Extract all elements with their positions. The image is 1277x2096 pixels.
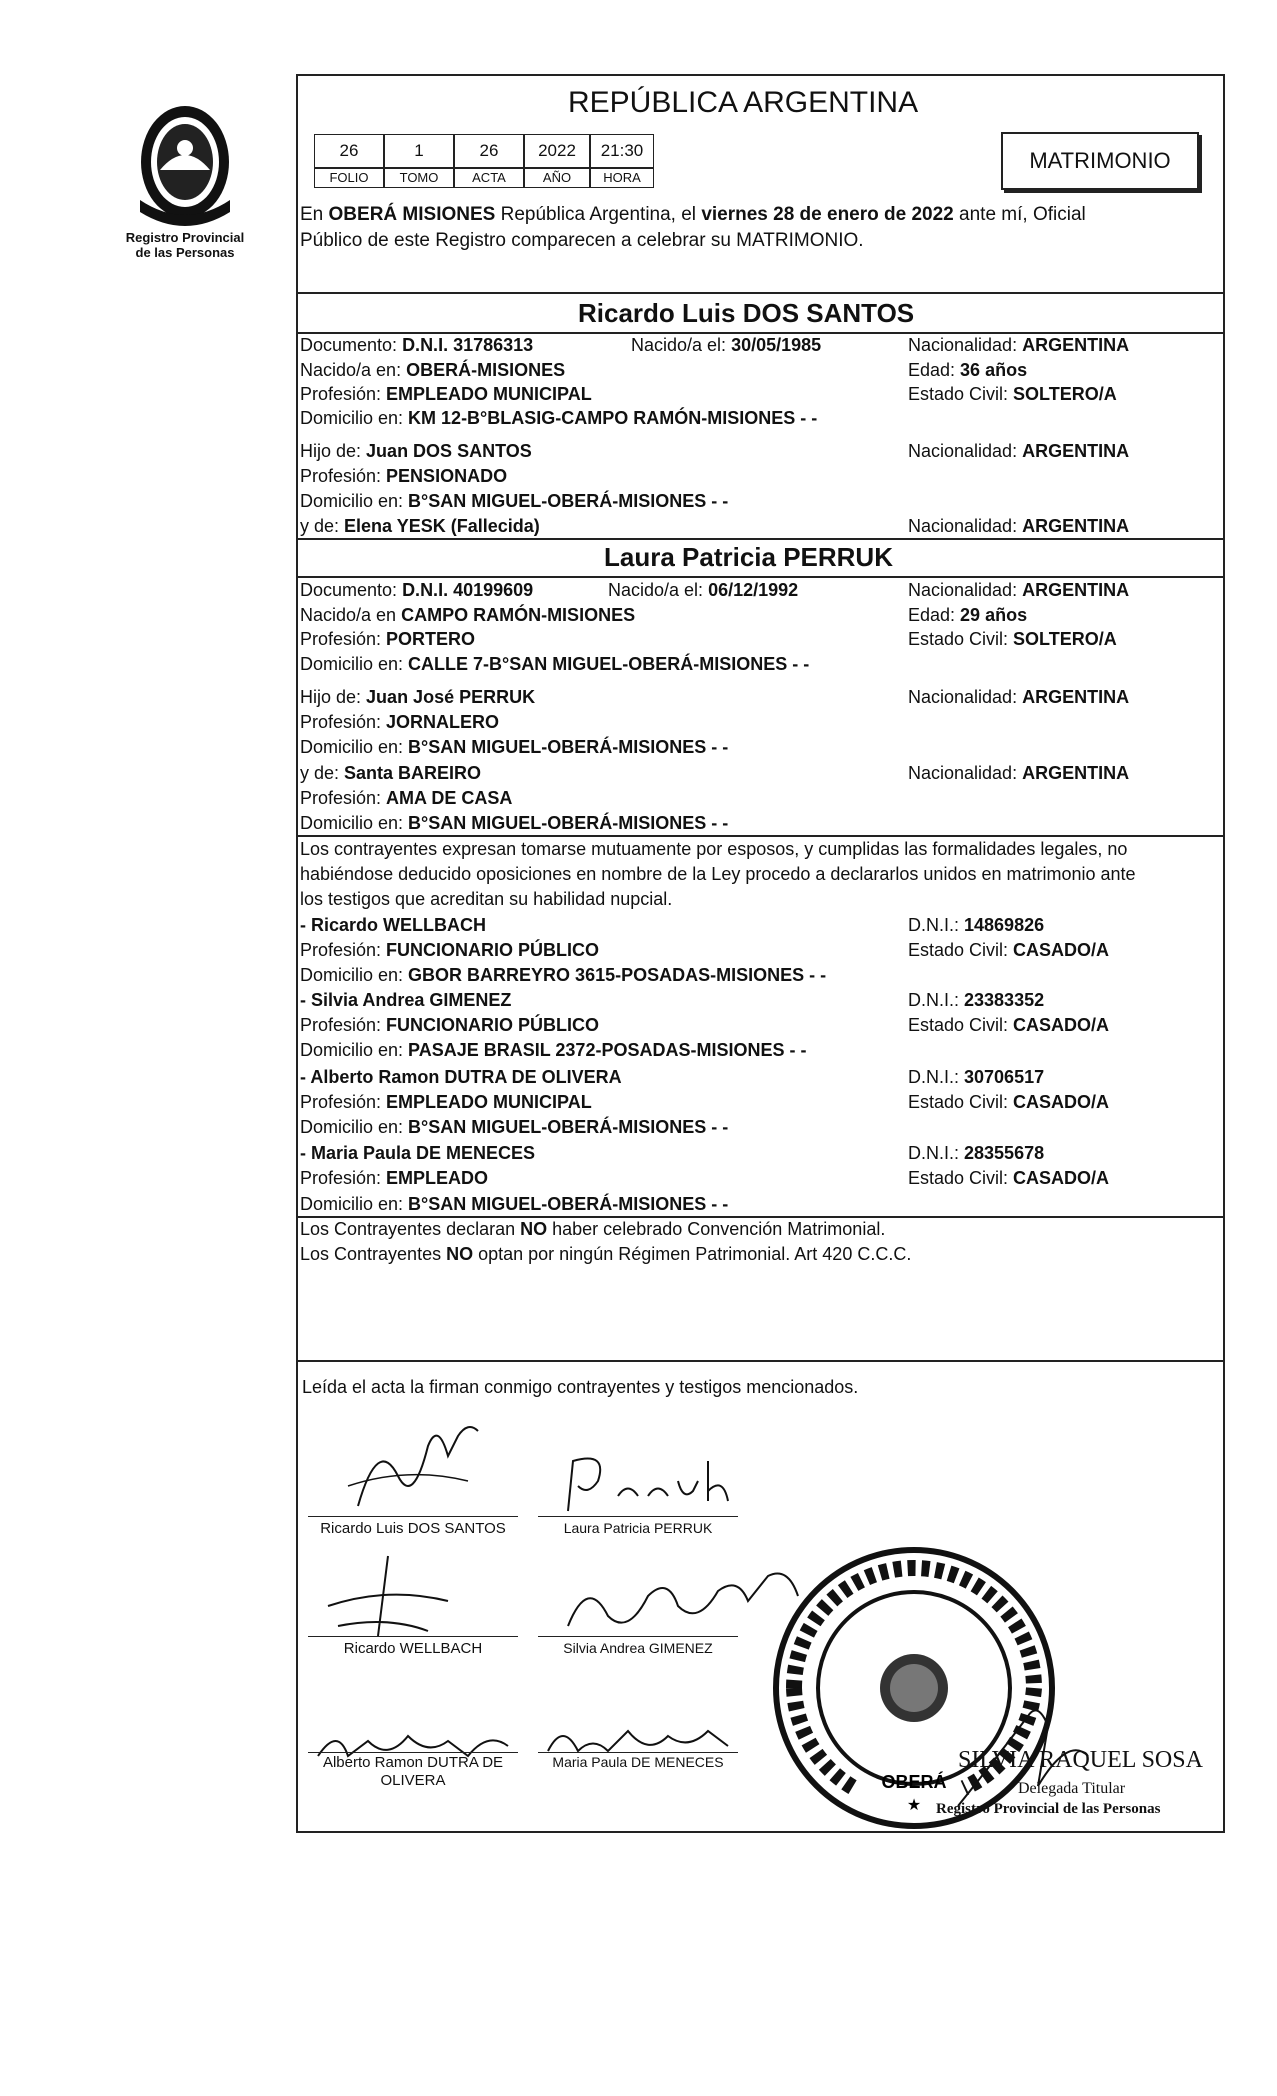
signature-label-witness4: Maria Paula DE MENECES (552, 1754, 724, 1770)
signature-line-witness3 (308, 1752, 518, 1753)
bride-age: Edad: 29 años (908, 605, 1028, 625)
groom-birthplace: Nacido/a en: OBERÁ-MISIONES (300, 360, 566, 380)
officer-name: SILVIA RAQUEL SOSA (958, 1747, 1203, 1773)
witness-2-dni: D.N.I.: 23383352 (908, 990, 1045, 1010)
groom-father-profession: Profesión: PENSIONADO (300, 466, 508, 486)
officer-registry: Registro Provincial de las Personas (936, 1801, 1161, 1817)
witness-1-profession: Profesión: FUNCIONARIO PÚBLICO (300, 940, 600, 960)
svg-text:★: ★ (906, 1797, 922, 1814)
intro-place: OBERÁ MISIONES (328, 204, 496, 225)
record-type: MATRIMONIO (1029, 148, 1171, 173)
groom-profession: Profesión: EMPLEADO MUNICIPAL (300, 384, 592, 404)
registry-logo (110, 100, 260, 260)
bride-birthplace: Nacido/a en CAMPO RAMÓN-MISIONES (300, 605, 636, 625)
ano-label: AÑO (524, 168, 590, 188)
signature-label-witness2: Silvia Andrea GIMENEZ (563, 1640, 713, 1656)
bride-father-profession: Profesión: JORNALERO (300, 712, 500, 732)
signature-witness1-icon (308, 1546, 468, 1646)
tomo-label: TOMO (384, 168, 454, 188)
folio-label: FOLIO (314, 168, 384, 188)
witness-3-dni: D.N.I.: 30706517 (908, 1067, 1045, 1087)
acta-value: 26 (454, 134, 524, 168)
groom-address: Domicilio en: KM 12-B°BLASIG-CAMPO RAMÓN-MISIONES - - (300, 408, 818, 428)
officer-title: Delegada Titular (1018, 1780, 1126, 1797)
bride-civil-status: Estado Civil: SOLTERO/A (908, 629, 1117, 649)
declaration-line-1: Los contrayentes expresan tomarse mutuamente por esposos, y cumplidas las formalidades legales, no (300, 839, 1128, 859)
witness-2-profession: Profesión: FUNCIONARIO PÚBLICO (300, 1015, 600, 1035)
witness-4-dni: D.N.I.: 28355678 (908, 1143, 1045, 1163)
signature-line-witness2 (538, 1636, 738, 1637)
declaration-line-3: los testigos que acreditan su habilidad nupcial. (300, 889, 673, 909)
witness-4-profession: Profesión: EMPLEADO (300, 1168, 489, 1188)
signature-label-witness1: Ricardo WELLBACH (343, 1640, 483, 1657)
signature-label-witness3-1: Alberto Ramon DUTRA DE (322, 1754, 504, 1771)
signature-label-witness3-2: OLIVERA (380, 1772, 446, 1789)
registry-label-1: Registro Provincial (125, 230, 245, 245)
witness-2-civil: Estado Civil: CASADO/A (908, 1015, 1110, 1035)
hora-value: 21:30 (590, 134, 654, 168)
signature-label-groom: Ricardo Luis DOS SANTOS (320, 1520, 506, 1537)
groom-father-address: Domicilio en: B°SAN MIGUEL-OBERÁ-MISIONES - - (300, 491, 729, 511)
signature-line-witness4 (538, 1752, 738, 1753)
bride-born: Nacido/a el: 06/12/1992 (608, 580, 799, 600)
signature-line-bride (538, 1516, 738, 1517)
signature-bride-icon (548, 1451, 748, 1521)
groom-father-nationality: Nacionalidad: ARGENTINA (908, 441, 1130, 461)
intro-p3: ante mí, Oficial (953, 204, 1086, 225)
tomo-value: 1 (384, 134, 454, 168)
registry-label-2: de las Personas (135, 245, 235, 260)
groom-mother-nationality: Nacionalidad: ARGENTINA (908, 516, 1130, 536)
bride-mother-profession: Profesión: AMA DE CASA (300, 788, 513, 808)
bride-mother-nationality: Nacionalidad: ARGENTINA (908, 763, 1130, 783)
intro-p1: En (300, 204, 329, 225)
witness-4-address: Domicilio en: B°SAN MIGUEL-OBERÁ-MISIONES - - (300, 1194, 729, 1214)
signature-line-witness1 (308, 1636, 518, 1637)
witness-1-dni: D.N.I.: 14869826 (908, 915, 1045, 935)
country-title: REPÚBLICA ARGENTINA (568, 86, 919, 119)
witness-1-name: - Ricardo WELLBACH (300, 915, 486, 935)
intro-line-1 (300, 204, 1086, 226)
groom-doc: Documento: D.N.I. 31786313 (300, 335, 534, 355)
groom-nationality: Nacionalidad: ARGENTINA (908, 335, 1130, 355)
bride-profession: Profesión: PORTERO (300, 629, 476, 649)
witness-3-civil: Estado Civil: CASADO/A (908, 1092, 1110, 1112)
signature-label-bride: Laura Patricia PERRUK (563, 1520, 713, 1536)
witness-1-civil: Estado Civil: CASADO/A (908, 940, 1110, 960)
groom-father: Hijo de: Juan DOS SANTOS (300, 441, 532, 461)
signature-groom-icon (318, 1416, 488, 1526)
bride-mother: y de: Santa BAREIRO (300, 763, 482, 783)
witness-1-address: Domicilio en: GBOR BARREYRO 3615-POSADAS-MISIONES - - (300, 965, 827, 985)
intro-date: viernes 28 de enero de 2022 (701, 204, 954, 225)
bride-nationality: Nacionalidad: ARGENTINA (908, 580, 1130, 600)
folio-value: 26 (314, 134, 384, 168)
record-type-box (1001, 132, 1199, 190)
hora-label: HORA (590, 168, 654, 188)
witness-4-civil: Estado Civil: CASADO/A (908, 1168, 1110, 1188)
bride-father: Hijo de: Juan José PERRUK (300, 687, 536, 707)
groom-born: Nacido/a el: 30/05/1985 (631, 335, 822, 355)
witness-3-address: Domicilio en: B°SAN MIGUEL-OBERÁ-MISIONES - - (300, 1117, 729, 1137)
ano-value: 2022 (524, 134, 590, 168)
witness-4-name: - Maria Paula DE MENECES (300, 1143, 536, 1163)
province-seal-icon (130, 100, 240, 230)
declaration-line-2: habiéndose deducido oposiciones en nombre de la Ley procedo a declararlos unidos en matrimonio ante (300, 864, 1136, 884)
bride-name: Laura Patricia PERRUK (604, 542, 893, 572)
bride-doc: Documento: D.N.I. 40199609 (300, 580, 534, 600)
groom-age: Edad: 36 años (908, 360, 1028, 380)
bride-address: Domicilio en: CALLE 7-B°SAN MIGUEL-OBERÁ-MISIONES - - (300, 654, 810, 674)
regime-line-1: Los Contrayentes declaran NO haber celebrado Convención Matrimonial. (300, 1219, 886, 1239)
bride-father-address: Domicilio en: B°SAN MIGUEL-OBERÁ-MISIONES - - (300, 737, 729, 757)
witness-3-name: - Alberto Ramon DUTRA DE OLIVERA (300, 1067, 622, 1087)
intro-p2: República Argentina, el (495, 204, 702, 225)
witness-3-profession: Profesión: EMPLEADO MUNICIPAL (300, 1092, 592, 1112)
acta-label: ACTA (454, 168, 524, 188)
witness-2-address: Domicilio en: PASAJE BRASIL 2372-POSADAS-MISIONES - - (300, 1040, 807, 1060)
closing-statement: Leída el acta la firman conmigo contrayentes y testigos mencionados. (302, 1377, 859, 1397)
stamp-city: OBERÁ (881, 1772, 947, 1792)
marriage-certificate (296, 74, 1225, 1833)
regime-line-2: Los Contrayentes NO optan por ningún Régimen Patrimonial. Art 420 C.C.C. (300, 1244, 912, 1264)
groom-mother: y de: Elena YESK (Fallecida) (300, 516, 540, 536)
witness-2-name: - Silvia Andrea GIMENEZ (300, 990, 512, 1010)
bride-mother-address: Domicilio en: B°SAN MIGUEL-OBERÁ-MISIONES - - (300, 813, 729, 833)
groom-civil-status: Estado Civil: SOLTERO/A (908, 384, 1117, 404)
groom-name: Ricardo Luis DOS SANTOS (578, 298, 915, 328)
bride-father-nationality: Nacionalidad: ARGENTINA (908, 687, 1130, 707)
intro-line-2: Público de este Registro comparecen a celebrar su MATRIMONIO. (300, 230, 864, 251)
signature-line-groom (308, 1516, 518, 1517)
